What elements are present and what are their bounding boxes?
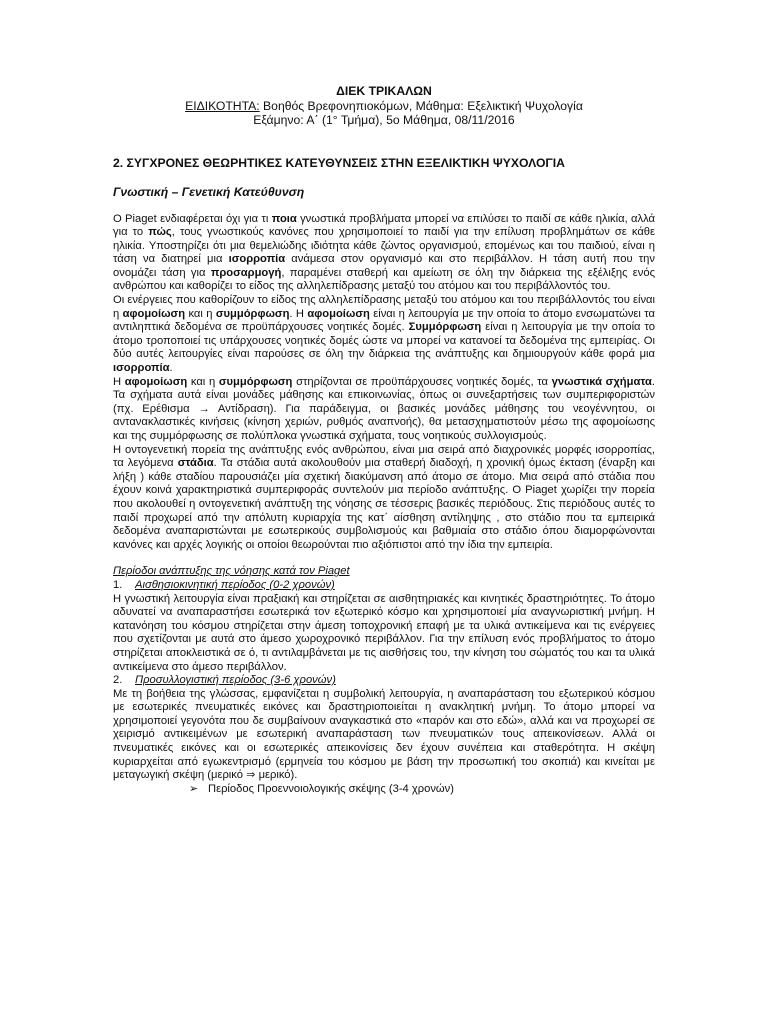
specialty-label: ΕΙΔΙΚΟΤΗΤΑ: [185,98,260,113]
body-text [113,213,655,553]
paragraph-1: Ο Piaget ενδιαφέρεται όχι για τι ποια γνωστικά προβλήματα μπορεί να επιλύσει το παιδί σε κάθε ηλικία, αλλά για το πώς, τους γνωστικούς κανόνες που χρησιμοποιεί το παιδί για την επίλυση προβλημάτων σε κάθε ηλικία. Υποστηρίζει ότι μια θεμελιώδης ιδιότητα κάθε ζώντος οργανισμού, επομένως και του παιδιού, είναι η τάση να διατηρεί μια ισορροπία ανάμεσα στον οργανισμό και στο περιβάλλον. Η τάση αυτή που την ονομάζει τάση για προσαρμογή, παραμένει σταθερή και αμείωτη σε όλη την διάρκεια της εξέλιξης ενός ανθρώπου και καθορίζει το είδος της αλληλεπίδρασης μεταξύ του ατόμου και του περιβάλλοντός του. [113,212,656,293]
bullet-text: Περίοδος Προεννοιολογικής σκέψης (3-4 χρονών) [208,782,454,795]
arrow-bullet-icon: ➢ [189,782,199,795]
subsection-title: Γνωστική – Γενετική Κατεύθυνση [113,184,305,199]
period-2-text: Με τη βοήθεια της γλώσσας, εμφανίζεται η συμβολική λειτουργία, η αναπαράσταση του εξωτερικού κόσμου με εσωτερικές πνευματικές εικόνες και δραστηριοποιείται η ανακλητική μνήμη. Το άτομο μπορεί να χρησιμοποιεί γεγονότα που δε συμβαίνουν αναγκαστικά στο «παρόν και στο εδώ», αλλά και να προχωρεί σε χειρισμό αντικειμένων με εσωτερική αναπαράσταση των πνευματικών τους απεικονίσεων. Αλλά οι πνευματικές εικόνες και οι εσωτερικές απεικονίσεις δεν έχουν συνέπεια και σταθερότητα. Η σκέψη κυριαρχείται από εγωκεντρισμό (ερμηνεία του κόσμου με βάση την προσωπική του σκοπιά) και κινείται με μεταγωγική σκέψη (μερικό ⇒ μερικό). [113,687,655,782]
school-name: ΔΙΕΚ ΤΡΙΚΑΛΩΝ [336,84,432,98]
periods-title: Περίοδοι ανάπτυξης της νόησης κατά τον Piaget [113,565,350,578]
period-1-text-block [113,593,655,675]
period-2-heading [113,674,655,688]
period-2-text-block [113,688,655,783]
semester-line: Εξάμηνο: Α΄ (1° Τμήμα), 5ο Μάθημα, 08/11/2016 [253,113,515,127]
specialty-text: Βοηθός Βρεφονηπιοκόμων, Μάθημα: Εξελικτική Ψυχολογία [259,98,583,113]
period-1-label: Αισθησιοκινητική περίοδος (0-2 χρονών) [135,578,335,591]
bullet-item [113,783,655,797]
period-2-label: Προσυλλογιστική περίοδος (3-6 χρονών) [135,674,336,687]
section-title: 2. ΣΥΓΧΡΟΝΕΣ ΘΕΩΡΗΤΙΚΕΣ ΚΑΤΕΥΘΥΝΣΕΙΣ ΣΤΗΝ ΕΞΕΛΙΚΤΙΚΗ ΨΥΧΟΛΟΓΙΑ [113,155,565,170]
paragraph-4: Η οντογενετική πορεία της ανάπτυξης ενός ανθρώπου, είναι μια σειρά από διαχρονικές μορφές ισορροπίας, τα λεγόμενα στάδια. Τα στάδια αυτά ακολουθούν μια σταθερή διαδοχή, η χρονική όμως έκταση (έναρξη και λήξη ) κάθε σταδίου παρουσιάζει μία σχετική διακύμανση από άτομο σε άτομο. Μια σειρά από στάδια που έχουν κοινά χαρακτηριστικά συμπεριφοράς συντελούν μια περίοδο ανάπτυξης. Ο Piaget χωρίζει την πορεία που ακολουθεί η οντογενετική ανάπτυξη της νόησης σε τέσσερις βασικές περιόδους. Στις περιόδους αυτές το παιδί προχωρεί από την απόλυτη κυριαρχία της κατ΄ αίσθηση αντίληψης , στο στάδιο που τα εμπειρικά δεδομένα αναπαριστώνται με εσωτερικούς συμβολισμούς και βαθμιαία στο στάδιο όπου διαμορφώνονται κανόνες και αρχές λογικής οι οποίοι θεωρούνται πιο αξιόπιστοι από την ίδια την εμπειρία. [113,443,655,551]
period-1-text: Η γνωστική λειτουργία είναι πραξιακή και στηρίζεται σε αισθητηριακές και κινητικές δραστηριότητες. Το άτομο αδυνατεί να αναπαραστήσει εσωτερικά τον εξωτερικό κόσμο και χρησιμοποιεί μία αναγνωριστική μνήμη. Η κατανόηση του κόσμου στηρίζεται στην άμεση τοποχρονική επαφή με τα υλικά αντικείμενα και τις ενέργειες που σχετίζονται με αυτά στο άμεσο χωροχρονικό περιβάλλον. Για την επίλυση ενός προβλήματος το άτομο στηρίζεται αποκλειστικά σε ό, τι αντιλαμβάνεται με τις αισθήσεις του, την κίνηση του σώματός του και τα υλικά αντικείμενα στο άμεσο περιβάλλον. [113,592,655,673]
period-1-number: 1. [113,578,123,591]
period-2-number: 2. [113,674,123,687]
document-header [113,84,655,128]
paragraph-3: Η αφομοίωση και η συμμόρφωση στηρίζονται σε προϋπάρχουσες νοητικές δομές, τα γνωστικά σχήματα. Τα σχήματα αυτά είναι μονάδες μάθησης και επικοινωνίας, όπως οι συνεξαρτήσεις των συμπεριφοριστών (πχ. Ερέθισμα → Αντίδραση). Για παράδειγμα, οι βασικές μονάδες μάθησης του νεογέννητου, οι αντανακλαστικές κινήσεις (κίνηση χεριών, ρυθμός αναπνοής), θα μετασχηματιστούν μέσω της αφομοίωσης και της συμμόρφωσης σε πολύπλοκα γνωστικά σχήματα, τους νοητικούς συλλογισμούς. [113,375,656,442]
paragraph-2: Οι ενέργειες που καθορίζουν το είδος της αλληλεπίδρασης μεταξύ του ατόμου και του περιβάλλοντός του είναι η αφομοίωση και η συμμόρφωση. Η αφομοίωση είναι η λειτουργία με την οποία το άτομο ενσωματώνει τα αντιληπτικά δεδομένα σε προϋπάρχουσες νοητικές δομές. Συμμόρφωση είναι η λειτουργία με την οποία το άτομο τροποποιεί τις υπάρχουσες νοητικές δομές ώστε να μπορεί να κατανοεί τα δεδομένα της εμπειρίας. Οι δύο αυτές λειτουργίες είναι παρούσες σε όλη την διάρκεια της ανάπτυξης και δημιουργούν κάθε φορά μια ισορροπία. [113,294,656,375]
specialty-line [113,99,655,114]
period-1-heading [113,579,655,593]
